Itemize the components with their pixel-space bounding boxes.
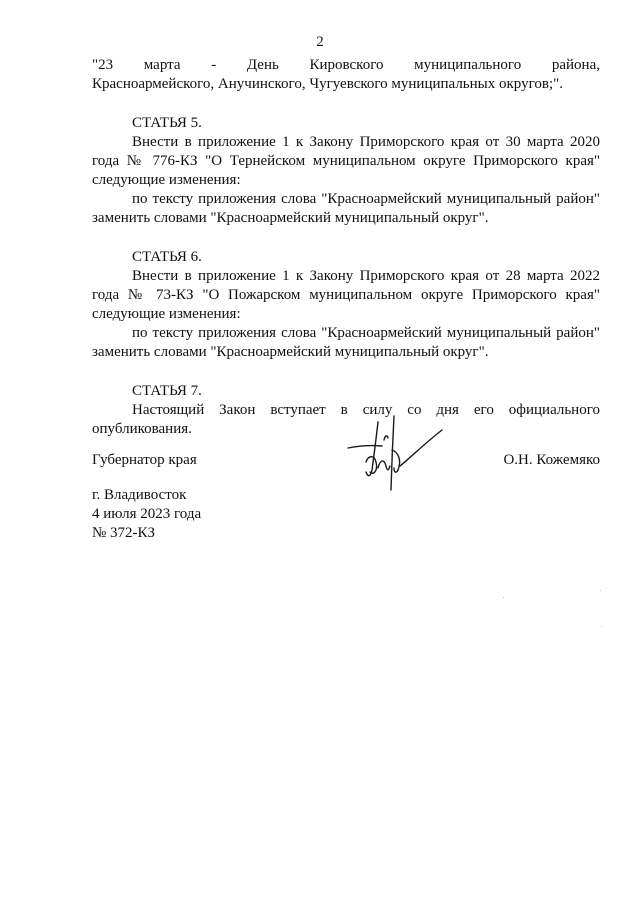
document-footer — [92, 486, 201, 543]
intro-line-1: "23 марта - День Кировского муниципального района, — [92, 57, 600, 73]
article-6-heading: СТАТЬЯ 6. — [132, 249, 202, 265]
article-7-heading: СТАТЬЯ 7. — [132, 383, 202, 399]
article-6-paragraph-1: Внести в приложение 1 к Закону Приморского края от 28 марта 2022 года № 73-КЗ "О Пожарском муниципальном округе Приморского края" следующие изменения: — [92, 268, 600, 322]
handwritten-signature — [338, 410, 448, 495]
document-body — [92, 56, 600, 439]
scan-speck — [503, 597, 504, 598]
footer-city: г. Владивосток — [92, 487, 187, 503]
article-5-paragraph-1: Внести в приложение 1 к Закону Приморского края от 30 марта 2020 года № 776-КЗ "О Тернейском муниципальном округе Приморского края" следующие изменения: — [92, 134, 600, 188]
governor-name: О.Н. Кожемяко — [503, 452, 600, 468]
article-5-heading: СТАТЬЯ 5. — [132, 115, 202, 131]
article-7-paragraph-1: Настоящий Закон вступает в силу со дня его официального опубликования. — [92, 402, 600, 437]
scan-speck — [600, 590, 601, 591]
governor-title: Губернатор края — [92, 452, 197, 468]
page-number: 2 — [316, 34, 324, 50]
article-5-paragraph-2: по тексту приложения слова "Красноармейский муниципальный район" заменить словами "Красноармейский муниципальный округ". — [92, 191, 600, 226]
article-6-paragraph-2: по тексту приложения слова "Красноармейский муниципальный район" заменить словами "Красноармейский муниципальный округ". — [92, 325, 600, 360]
scan-speck — [601, 626, 602, 627]
footer-date: 4 июля 2023 года — [92, 506, 202, 522]
intro-line-2: Красноармейского, Анучинского, Чугуевского муниципальных округов;". — [92, 76, 563, 92]
footer-law-number: № 372-КЗ — [92, 525, 156, 541]
